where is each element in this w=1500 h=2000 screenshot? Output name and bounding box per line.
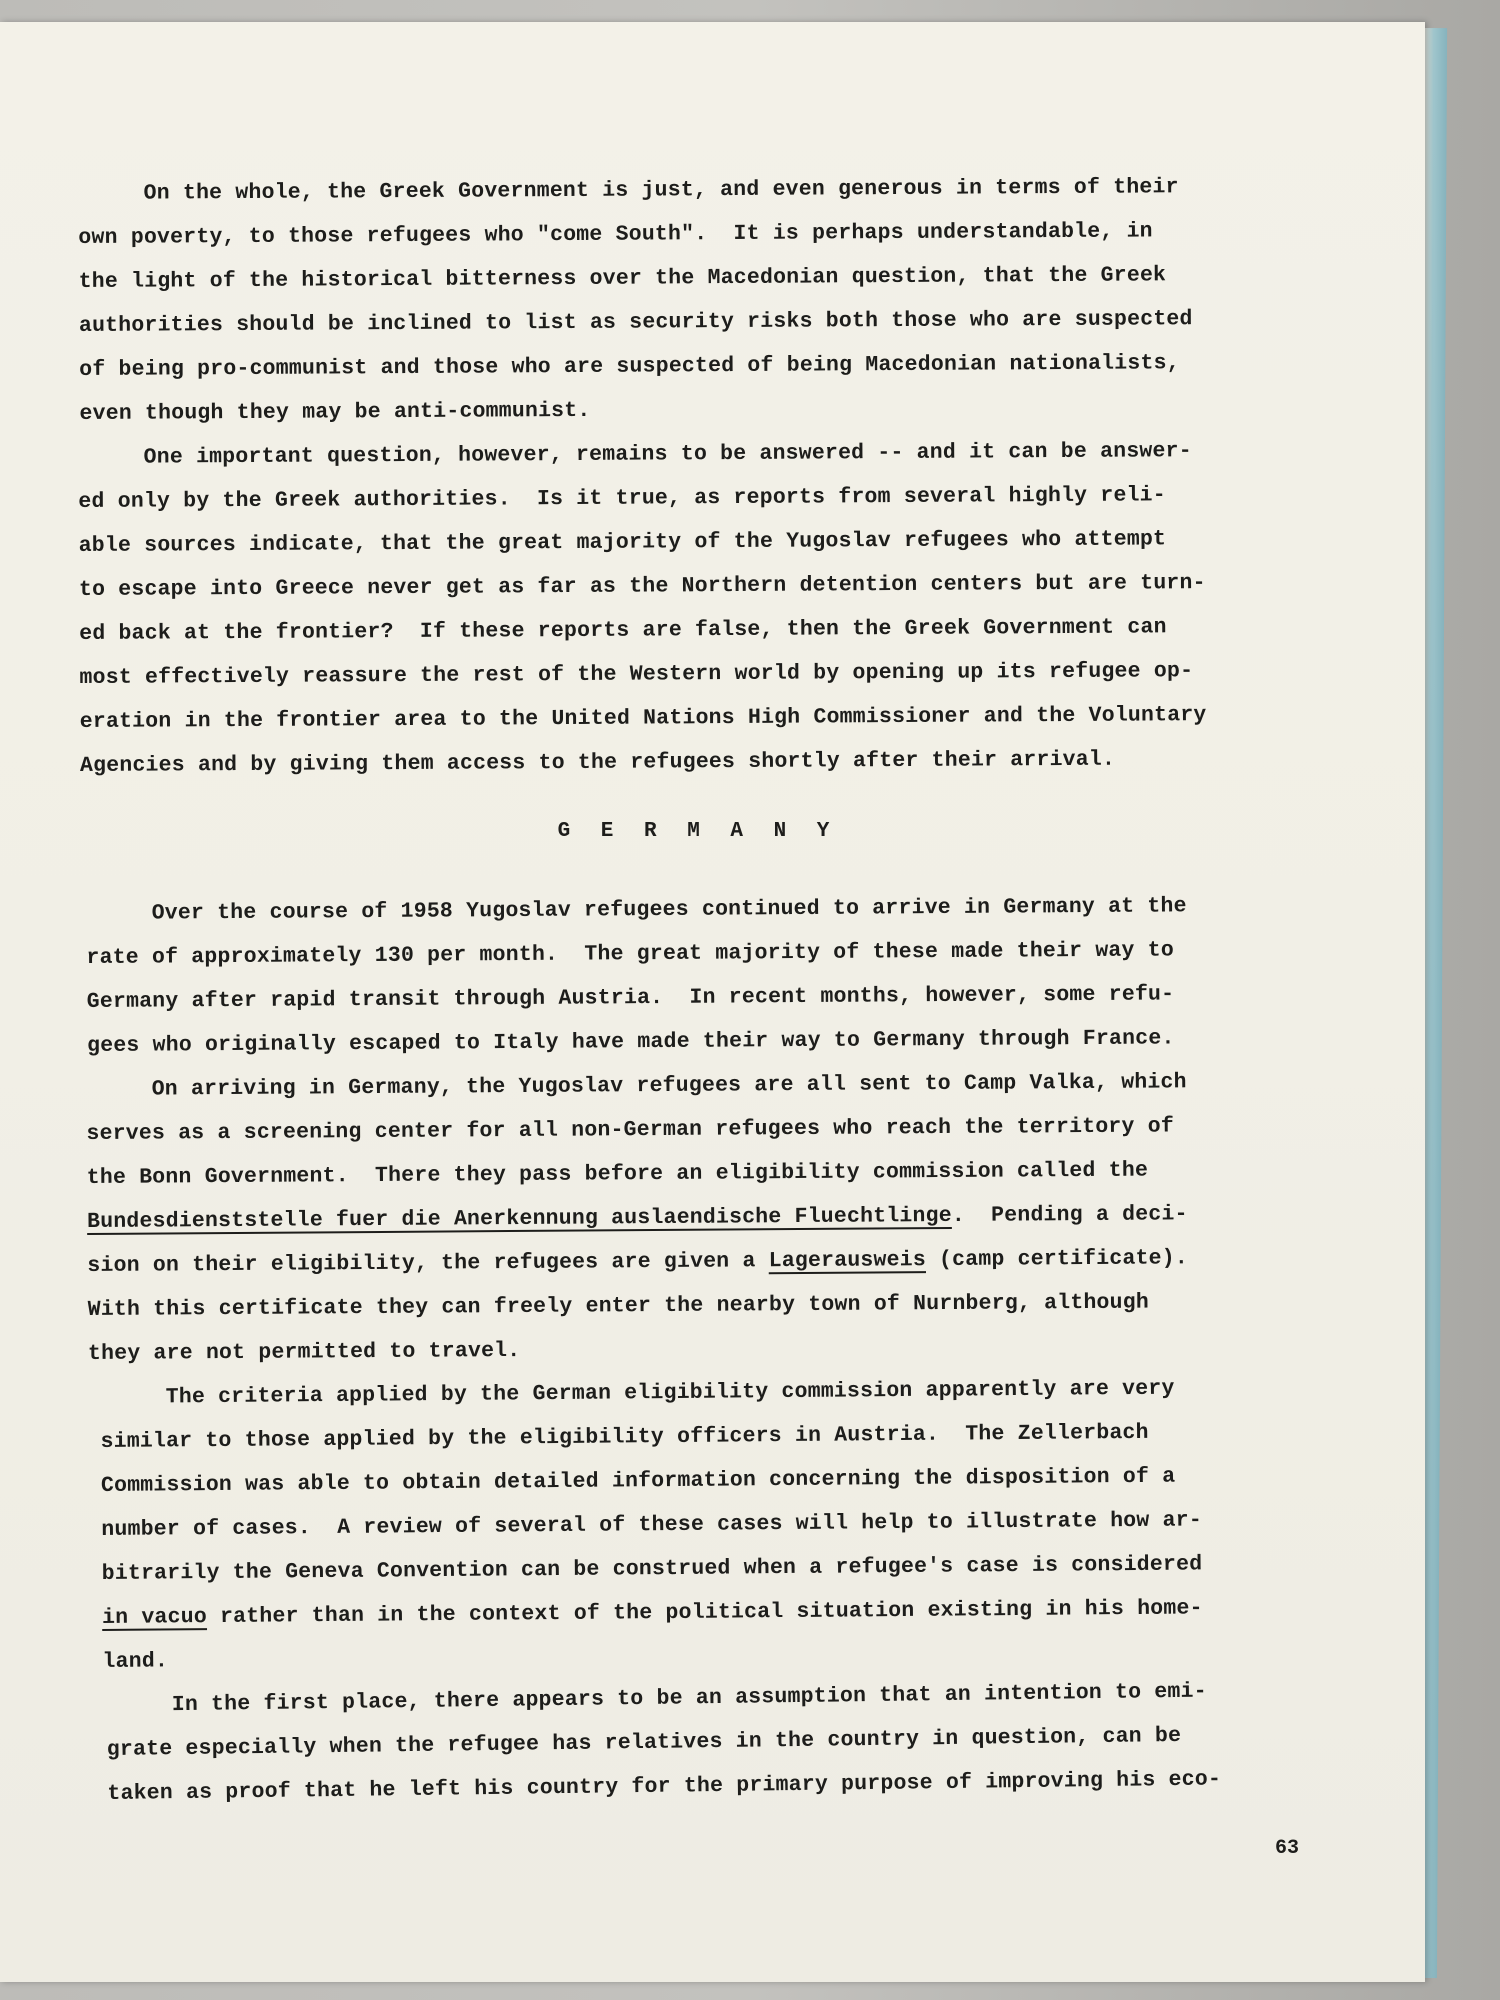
text-line: able sources indicate, that the great majority of the Yugoslav refugees who attempt: [78, 527, 1167, 558]
text-line: With this certificate they can freely enter the nearby town of Nurnberg, although: [87, 1290, 1150, 1322]
book-page: [0, 22, 1425, 1982]
paragraph-germany-arrivals: [86, 883, 1319, 1068]
text-line: On arriving in Germany, the Yugoslav refugees are all sent to Camp Valka, which: [86, 1070, 1187, 1102]
text-fragment: sion on their eligibility, the refugees are given a: [87, 1249, 769, 1278]
underlined-term: Lagerausweis: [768, 1248, 926, 1274]
text-line: grate especially when the refugee has relatives in the country in question, can be: [106, 1723, 1182, 1762]
page-number: 63: [1275, 1837, 1300, 1860]
text-line: authorities should be inclined to list as security risks both those who are suspected: [78, 307, 1193, 338]
text-line: ed only by the Greek authorities. Is it true, as reports from several highly reli-: [78, 483, 1166, 514]
text-line: The criteria applied by the German eligibility commission apparently are very: [100, 1376, 1175, 1410]
text-line: Germany after rapid transit through Austria. In recent months, however, some refu-: [86, 982, 1175, 1014]
text-line: serves as a screening center for all non-German refugees who reach the territory of: [86, 1114, 1175, 1146]
text-line: most effectively reassure the rest of the Western world by opening up its refugee op-: [79, 659, 1194, 690]
section-heading-germany: G E R M A N Y: [557, 820, 839, 843]
text-line: Agencies and by giving them access to the refugees shortly after their arrival.: [79, 747, 1116, 778]
text-line: One important question, however, remains to be answered -- and it can be answer-: [78, 439, 1192, 470]
text-line: to escape into Greece never get as far as the Northern detention centers but are turn-: [78, 571, 1206, 602]
text-line: similar to those applied by the eligibility officers in Austria. The Zellerbach: [100, 1420, 1149, 1454]
text-fragment: (camp certificate).: [925, 1246, 1189, 1273]
text-line: of being pro-communist and those who are suspected of being Macedonian nationalists,: [79, 351, 1180, 382]
text-line: own poverty, to those refugees who "come South". It is perhaps understandable, in: [78, 219, 1153, 250]
paragraph-greek-government: [78, 164, 1320, 436]
text-line: Over the course of 1958 Yugoslav refugees continued to arrive in Germany at the: [86, 894, 1187, 926]
text-line: ed back at the frontier? If these reports are false, then the Greek Government can: [79, 615, 1167, 646]
text-line: In the first place, there appears to be an assumption that an intention to emi-: [106, 1679, 1207, 1718]
paragraph-important-question: [78, 428, 1320, 788]
underlined-term: Bundesdienststelle fuer die Anerkennung auslaendische Fluechtlinge: [86, 1203, 952, 1234]
text-line: land.: [102, 1649, 169, 1674]
text-line: rate of approximately 130 per month. The great majority of these made their way to: [86, 938, 1175, 970]
text-line: eration in the frontier area to the United Nations High Commissioner and the Voluntary: [79, 703, 1207, 734]
text-line: bitrarily the Geneva Convention can be construed when a refugee's case is considered: [101, 1552, 1203, 1586]
text-line: taken as proof that he left his country for the primary purpose of improving his eco-: [107, 1767, 1222, 1806]
paragraph-camp-valka: [86, 1059, 1320, 1376]
text-line: On the whole, the Greek Government is just, and even generous in terms of their: [78, 175, 1179, 206]
text-line: they are not permitted to travel.: [87, 1338, 521, 1366]
paragraph-first-place: [106, 1668, 1320, 1816]
text-line: Commission was able to obtain detailed information concerning the disposition of a: [100, 1464, 1176, 1498]
text-line: the Bonn Government. There they pass before an eligibility commission called the: [86, 1158, 1149, 1190]
text-line: gees who originally escaped to Italy have made their way to Germany through France.: [86, 1026, 1175, 1058]
text-line: the light of the historical bitterness over the Macedonian question, that the Greek: [78, 263, 1167, 294]
paragraph-eligibility-criteria: [100, 1365, 1321, 1684]
underlined-term: in vacuo: [102, 1605, 208, 1630]
text-fragment: rather than in the context of the political situation existing in his home-: [206, 1596, 1203, 1630]
text-fragment: . Pending a deci-: [951, 1202, 1188, 1228]
text-line: even though they may be anti-communist.: [79, 398, 591, 426]
text-line: number of cases. A review of several of these cases will help to illustrate how ar-: [101, 1508, 1202, 1542]
page-text: [78, 172, 1318, 1816]
